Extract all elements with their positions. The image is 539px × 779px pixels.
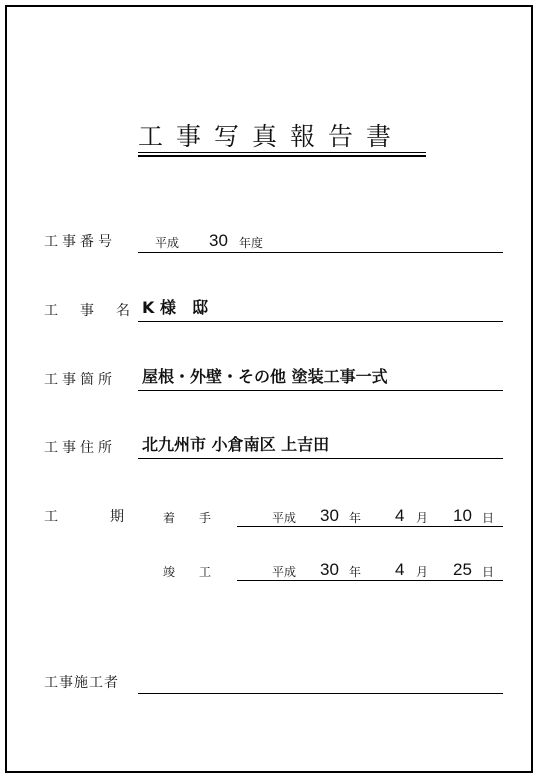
label-work-address: 工事住所 xyxy=(44,440,116,456)
page-title: 工事写真報告書 xyxy=(138,122,405,151)
label-work-location: 工事箇所 xyxy=(44,372,116,388)
work-address-value: 北九州市 小倉南区 上吉田 xyxy=(142,435,330,454)
start-day-unit: 日 xyxy=(482,511,495,525)
label-period-right: 期 xyxy=(110,509,128,525)
work-number-year: 30 xyxy=(209,231,228,250)
work-number-year-suffix: 年度 xyxy=(239,236,264,250)
label-work-number: 工事番号 xyxy=(44,234,116,250)
end-day: 25 xyxy=(453,560,472,579)
label-start: 着 手 xyxy=(163,511,218,525)
start-month-unit: 月 xyxy=(416,511,429,525)
end-month-unit: 月 xyxy=(416,565,429,579)
label-end: 竣 工 xyxy=(163,565,218,579)
start-year-unit: 年 xyxy=(349,511,362,525)
work-location-value: 屋根・外壁・その他 塗装工事一式 xyxy=(142,367,388,386)
end-line xyxy=(237,580,503,581)
start-year: 30 xyxy=(320,506,339,525)
end-day-unit: 日 xyxy=(482,565,495,579)
label-contractor: 工事施工者 xyxy=(44,675,119,691)
label-period-left: 工 xyxy=(44,509,62,525)
work-number-era: 平成 xyxy=(155,236,180,250)
end-year-unit: 年 xyxy=(349,565,362,579)
start-line xyxy=(237,526,503,527)
contractor-line xyxy=(138,693,503,694)
work-name-line xyxy=(138,321,503,322)
title-underline-thin xyxy=(138,152,426,153)
work-number-line xyxy=(138,252,503,253)
title-underline-thick xyxy=(138,155,426,157)
work-name-value: K 様 邸 xyxy=(142,298,208,317)
end-era: 平成 xyxy=(272,565,297,579)
work-address-line xyxy=(138,458,503,459)
start-era: 平成 xyxy=(272,511,297,525)
start-day: 10 xyxy=(453,506,472,525)
work-location-line xyxy=(138,390,503,391)
start-month: 4 xyxy=(395,506,405,525)
end-year: 30 xyxy=(320,560,339,579)
end-month: 4 xyxy=(395,560,405,579)
label-work-name: 工 事 名 xyxy=(44,303,134,319)
